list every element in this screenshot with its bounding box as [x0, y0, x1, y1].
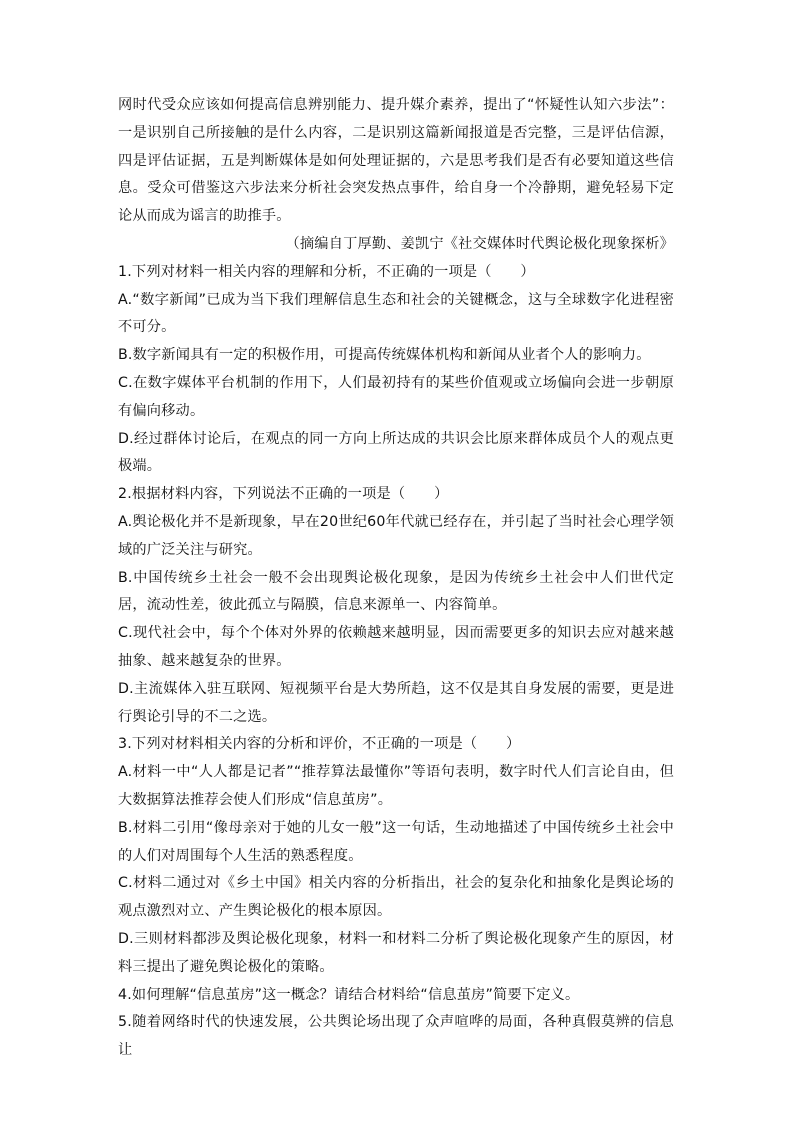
question-stem: 2.根据材料内容，下列说法不正确的一项是（ ）	[118, 486, 449, 503]
option-d: D.三则材料都涉及舆论极化现象，材料一和材料二分析了舆论极化现象产生的原因，材料三提出了避免舆论极化的策略。	[118, 930, 674, 975]
question-4	[118, 982, 674, 1010]
question-stem: 3.下列对材料相关内容的分析和评价，不正确的一项是（ ）	[118, 736, 521, 753]
question-stem: 5.随着网络时代的快速发展，公共舆论场出现了众声喧哗的局面，各种真假莫辨的信息让	[118, 1014, 674, 1059]
option-a: A.材料一中“人人都是记者”“推荐算法最懂你”等语句表明，数字时代人们言论自由，但大数据算法推荐会使人们形成“信息茧房”。	[118, 764, 674, 808]
passage-paragraph: 网时代受众应该如何提高信息辨别能力、提升媒介素养，提出了“怀疑性认知六步法”：一是识别自己所接触的是什么内容，二是识别这篇新闻报道是否完整，三是评估信源，四是评估证据，五是判断媒体是如何处理证据的，六是思考我们是否有必要知道这些信息。受众可借鉴这六步法来分析社会突发热点事件，给自身一个冷静期，避免轻易下定论从而成为谣言的助推手。	[118, 97, 674, 225]
option-d: D.主流媒体入驻互联网、短视频平台是大势所趋，这不仅是其自身发展的需要，更是进行舆论引导的不二之选。	[118, 680, 674, 725]
question-2	[118, 481, 674, 731]
document-page	[118, 92, 674, 1065]
question-1	[118, 259, 674, 481]
option-b: B.材料二引用“像母亲对于她的儿女一般”这一句话，生动地描述了中国传统乡土社会中的人们对周围每个人生活的熟悉程度。	[118, 819, 674, 864]
question-5	[118, 1009, 674, 1065]
option-b: B.中国传统乡土社会一般不会出现舆论极化现象，是因为传统乡土社会中人们世代定居，流动性差，彼此孤立与隔膜，信息来源单一、内容简单。	[118, 569, 674, 614]
option-c: C.材料二通过对《乡土中国》相关内容的分析指出，社会的复杂化和抽象化是舆论场的观点激烈对立、产生舆论极化的根本原因。	[118, 875, 674, 920]
question-stem: 4.如何理解“信息茧房”这一概念？请结合材料给“信息茧房”简要下定义。	[118, 986, 580, 1003]
option-c: C.在数字媒体平台机制的作用下，人们最初持有的某些价值观或立场偏向会进一步朝原有偏向移动。	[118, 374, 674, 419]
option-a: A.“数字新闻”已成为当下我们理解信息生态和社会的关键概念，这与全球数字化进程密不可分。	[118, 291, 674, 336]
option-d: D.经过群体讨论后，在观点的同一方向上所达成的共识会比原来群体成员个人的观点更极端。	[118, 430, 674, 475]
option-a: A.舆论极化并不是新现象，早在20世纪60年代就已经存在，并引起了当时社会心理学领域的广泛关注与研究。	[118, 513, 674, 558]
option-b: B.数字新闻具有一定的积极作用，可提高传统媒体机构和新闻从业者个人的影响力。	[118, 347, 651, 364]
question-3	[118, 731, 674, 981]
option-c: C.现代社会中，每个个体对外界的依赖越来越明显，因而需要更多的知识去应对越来越抽象、越来越复杂的世界。	[118, 625, 674, 669]
question-stem: 1.下列对材料一相关内容的理解和分析，不正确的一项是（ ）	[118, 263, 535, 280]
passage-source: （摘编自丁厚勤、姜凯宁《社交媒体时代舆论极化现象探析》	[285, 235, 674, 252]
